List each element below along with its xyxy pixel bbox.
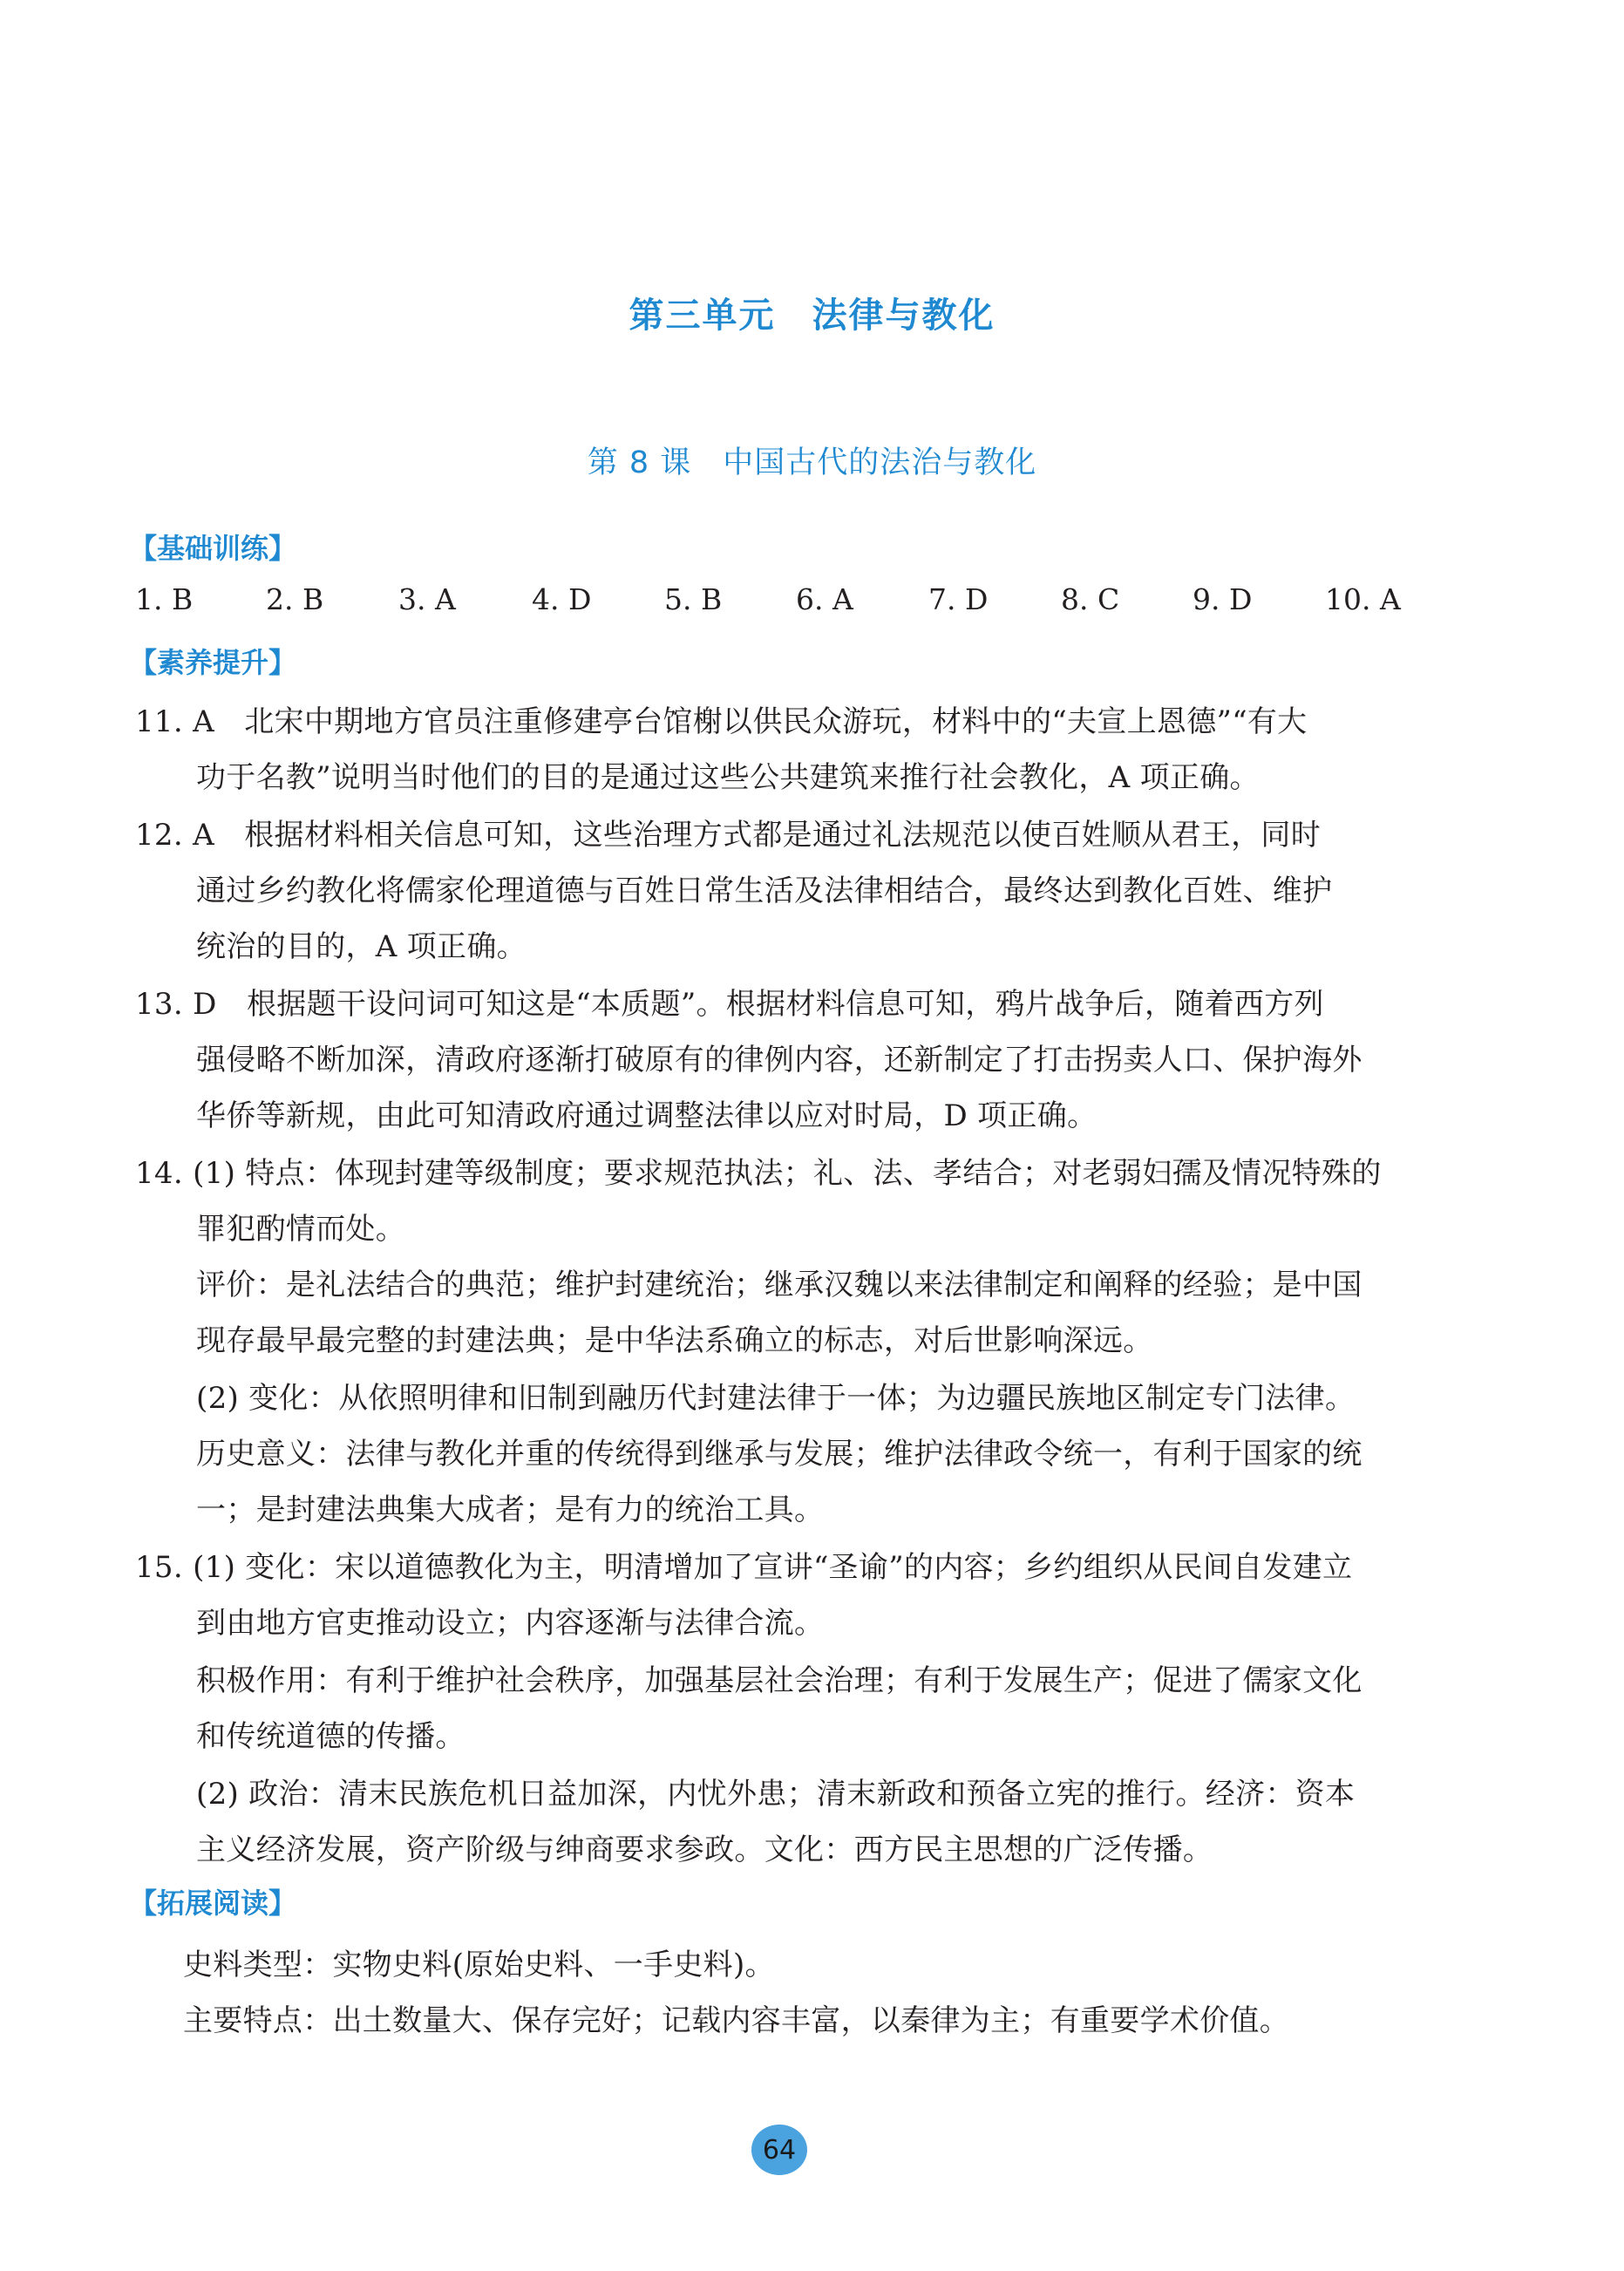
mc-answer: 8. C bbox=[1061, 582, 1120, 616]
unit-title: 第三单元 法律与教化 bbox=[629, 296, 995, 336]
section-literacy-improvement: 【素养提升】 bbox=[129, 646, 297, 679]
answer-11-line: 功于名教”说明当时他们的目的是通过这些公共建筑来推行社会教化，A 项正确。 bbox=[196, 760, 1260, 795]
answer-12-line: 通过乡约教化将儒家伦理道德与百姓日常生活及法律相结合，最终达到教化百姓、维护 bbox=[196, 874, 1333, 908]
mc-answer: 10. A bbox=[1325, 582, 1401, 616]
mc-answer: 9. D bbox=[1193, 582, 1253, 616]
answer-14-line: 现存最早最完整的封建法典；是中华法系确立的标志，对后世影响深远。 bbox=[196, 1323, 1153, 1358]
extended-reading-line: 史料类型：实物史料(原始史料、一手史料)。 bbox=[183, 1948, 775, 1982]
answer-14-line: 罪犯酌情而处。 bbox=[196, 1212, 406, 1247]
answer-15-line: 主义经济发展，资产阶级与绅商要求参政。文化：西方民主思想的广泛传播。 bbox=[196, 1832, 1213, 1867]
lesson-title: 第 8 课 中国古代的法治与教化 bbox=[587, 445, 1037, 480]
section-extended-reading: 【拓展阅读】 bbox=[129, 1887, 297, 1920]
mc-answer: 1. B bbox=[135, 582, 194, 616]
answer-15-line: 积极作用：有利于维护社会秩序，加强基层社会治理；有利于发展生产；促进了儒家文化 bbox=[196, 1663, 1362, 1698]
answer-14-line: 一；是封建法典集大成者；是有力的统治工具。 bbox=[196, 1492, 825, 1527]
mc-answer: 7. D bbox=[928, 582, 989, 616]
answer-12-line: 统治的目的，A 项正确。 bbox=[196, 929, 527, 964]
page-number-badge: 64 bbox=[751, 2125, 807, 2175]
answer-13-line: 华侨等新规，由此可知清政府通过调整法律以应对时局，D 项正确。 bbox=[196, 1098, 1097, 1133]
mc-answer: 6. A bbox=[796, 582, 853, 616]
answer-14-line: 评价：是礼法结合的典范；维护封建统治；继承汉魏以来法律制定和阐释的经验；是中国 bbox=[196, 1268, 1362, 1302]
answer-11-line: 11. A 北宋中期地方官员注重修建亭台馆榭以供民众游玩，材料中的“夫宣上恩德”“有大 bbox=[135, 704, 1308, 739]
answer-14-line: 14. (1) 特点：体现封建等级制度；要求规范执法；礼、法、孝结合；对老弱妇孺及情况特殊的 bbox=[135, 1156, 1382, 1191]
answer-15-line: (2) 政治：清末民族危机日益加深，内忧外患；清末新政和预备立宪的推行。经济：资本 bbox=[196, 1777, 1356, 1812]
mc-answer: 5. B bbox=[664, 582, 723, 616]
mc-answer: 2. B bbox=[266, 582, 324, 616]
answer-12-line: 12. A 根据材料相关信息可知，这些治理方式都是通过礼法规范以使百姓顺从君王，同时 bbox=[135, 818, 1322, 853]
mc-answer: 4. D bbox=[532, 582, 592, 616]
section-basic-training: 【基础训练】 bbox=[129, 532, 297, 565]
answer-14-line: 历史意义：法律与教化并重的传统得到继承与发展；维护法律政令统一，有利于国家的统 bbox=[196, 1437, 1362, 1472]
answer-13-line: 13. D 根据题干设问词可知这是“本质题”。根据材料信息可知，鸦片战争后，随着西方列 bbox=[135, 987, 1324, 1022]
answer-15-line: 到由地方官吏推动设立；内容逐渐与法律合流。 bbox=[196, 1606, 825, 1641]
answer-14-line: (2) 变化：从依照明律和旧制到融历代封建法律于一体；为边疆民族地区制定专门法律。 bbox=[196, 1381, 1356, 1416]
answer-15-line: 和传统道德的传播。 bbox=[196, 1719, 465, 1754]
extended-reading-line: 主要特点：出土数量大、保存完好；记载内容丰富，以秦律为主；有重要学术价值。 bbox=[183, 2003, 1290, 2038]
answer-13-line: 强侵略不断加深，清政府逐渐打破原有的律例内容，还新制定了打击拐卖人口、保护海外 bbox=[196, 1043, 1362, 1078]
mc-answer: 3. A bbox=[398, 582, 456, 616]
answer-15-line: 15. (1) 变化：宋以道德教化为主，明清增加了宣讲“圣谕”的内容；乡约组织从民间自发建立 bbox=[135, 1550, 1353, 1585]
